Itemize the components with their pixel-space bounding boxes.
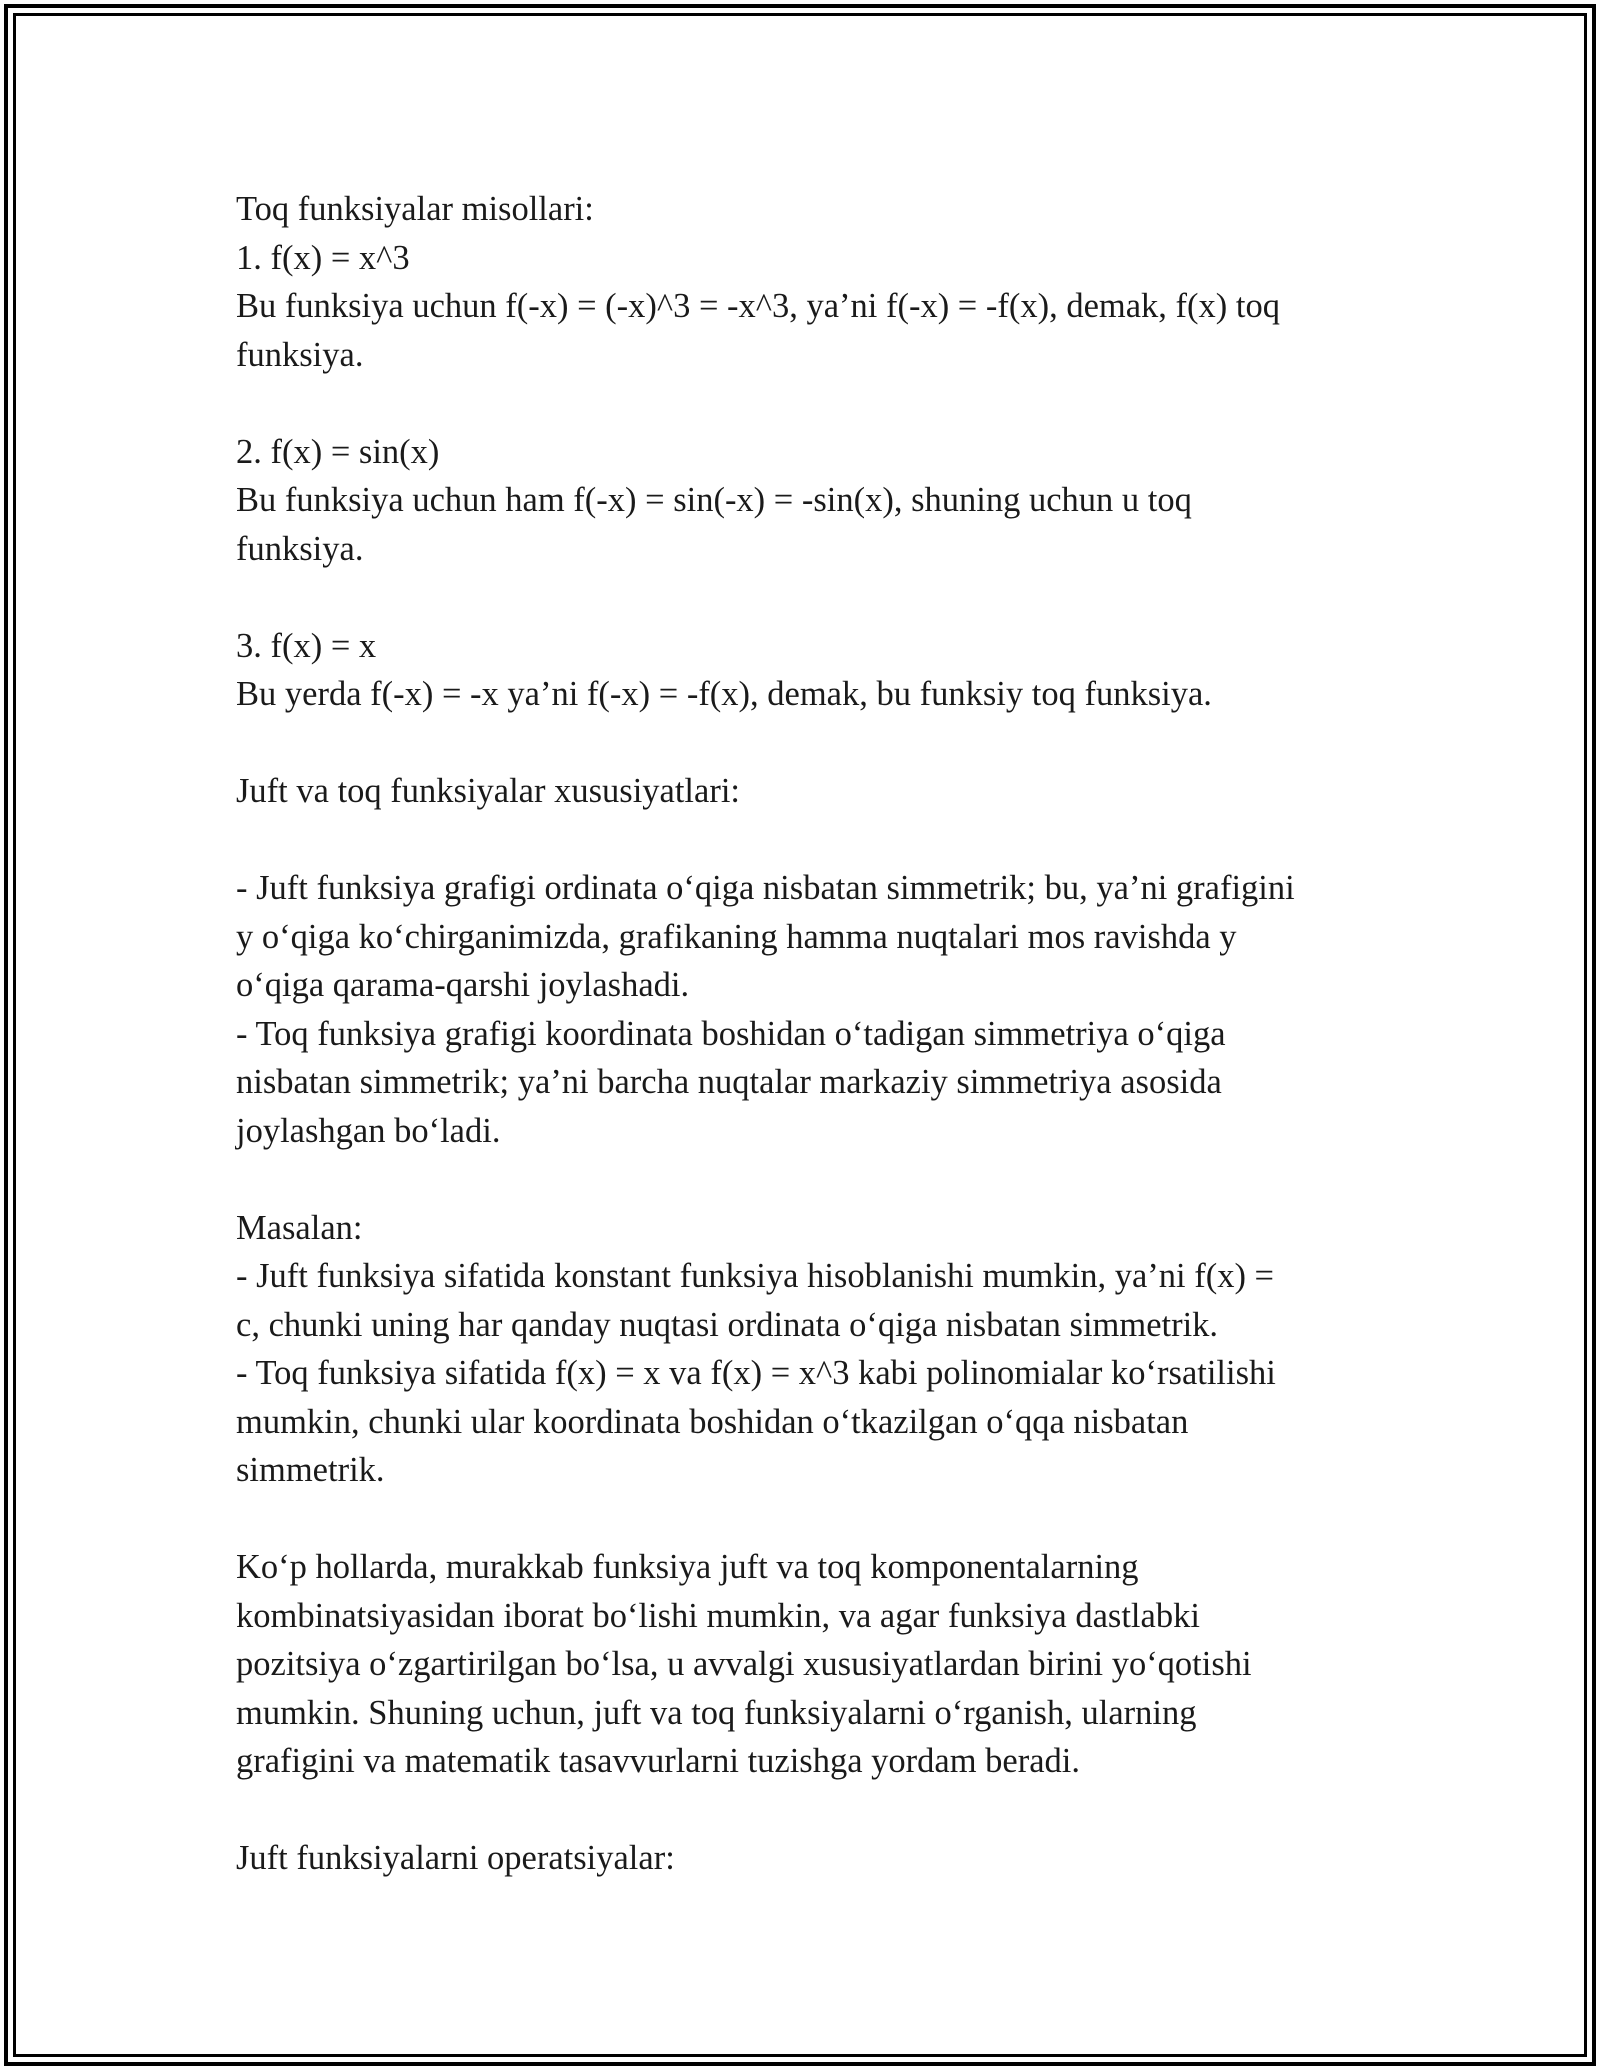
paragraph-spacer bbox=[236, 379, 1376, 428]
paragraph-spacer bbox=[236, 573, 1376, 622]
paragraph-examples: Masalan: - Juft funksiya sifatida konstant funksiya hisoblanishi mumkin, ya’ni f(x) = c, chunki uning har qanday nuqtasi ordinata o‘qiga nisbatan simmetrik. - Toq funksiya sifatida f(x) = x va f(x) = x^3 kabi polinomialar ko‘rsatilishi mumkin, chunki ular koordinata boshidan o‘tkazilgan o‘qqa nisbatan simmetrik. bbox=[236, 1208, 1276, 1489]
paragraph-spacer bbox=[236, 816, 1376, 865]
document-body bbox=[236, 185, 1376, 1883]
paragraph-spacer bbox=[236, 719, 1376, 768]
paragraph-odd-functions-examples: Toq funksiyalar misollari: 1. f(x) = x^3 Bu funksiya uchun f(-x) = (-x)^3 = -x^3, ya’ni f(-x) = -f(x), demak, f(x) toq funksiya. bbox=[236, 190, 1280, 374]
section-heading-properties: Juft va toq funksiyalar xususiyatlari: bbox=[236, 772, 740, 810]
paragraph-spacer bbox=[236, 1495, 1376, 1544]
paragraph-example-sin: 2. f(x) = sin(x) Bu funksiya uchun ham f(-x) = sin(-x) = -sin(x), shuning uchun u toq funksiya. bbox=[236, 432, 1192, 568]
paragraph-symmetry-properties: - Juft funksiya grafigi ordinata o‘qiga nisbatan simmetrik; bu, ya’ni grafigini y o‘qiga ko‘chirganimizda, grafikaning hamma nuqtalari mos ravishda y o‘qiga qarama-qarshi joylashadi. - Toq funksiya grafigi koordinata boshidan o‘tadigan simmetriya o‘qiga nisbatan simmetrik; ya’ni barcha nuqtalar markaziy simmetriya asosida joylashgan bo‘ladi. bbox=[236, 869, 1295, 1150]
section-heading-operations: Juft funksiyalarni operatsiyalar: bbox=[236, 1839, 675, 1877]
paragraph-example-identity: 3. f(x) = x Bu yerda f(-x) = -x ya’ni f(-x) = -f(x), demak, bu funksiy toq funksiya. bbox=[236, 626, 1212, 713]
paragraph-spacer bbox=[236, 1786, 1376, 1835]
paragraph-composite-functions: Ko‘p hollarda, murakkab funksiya juft va toq komponentalarning kombinatsiyasidan iborat bo‘lishi mumkin, va agar funksiya dastlabki pozitsiya o‘zgartirilgan bo‘lsa, u avvalgi xususiyatlardan birini yo‘qotishi mumkin. Shuning uchun, juft va toq funksiyalarni o‘rganish, ularning grafigini va matematik tasavvurlarni tuzishga yordam beradi. bbox=[236, 1548, 1252, 1780]
paragraph-spacer bbox=[236, 1155, 1376, 1204]
